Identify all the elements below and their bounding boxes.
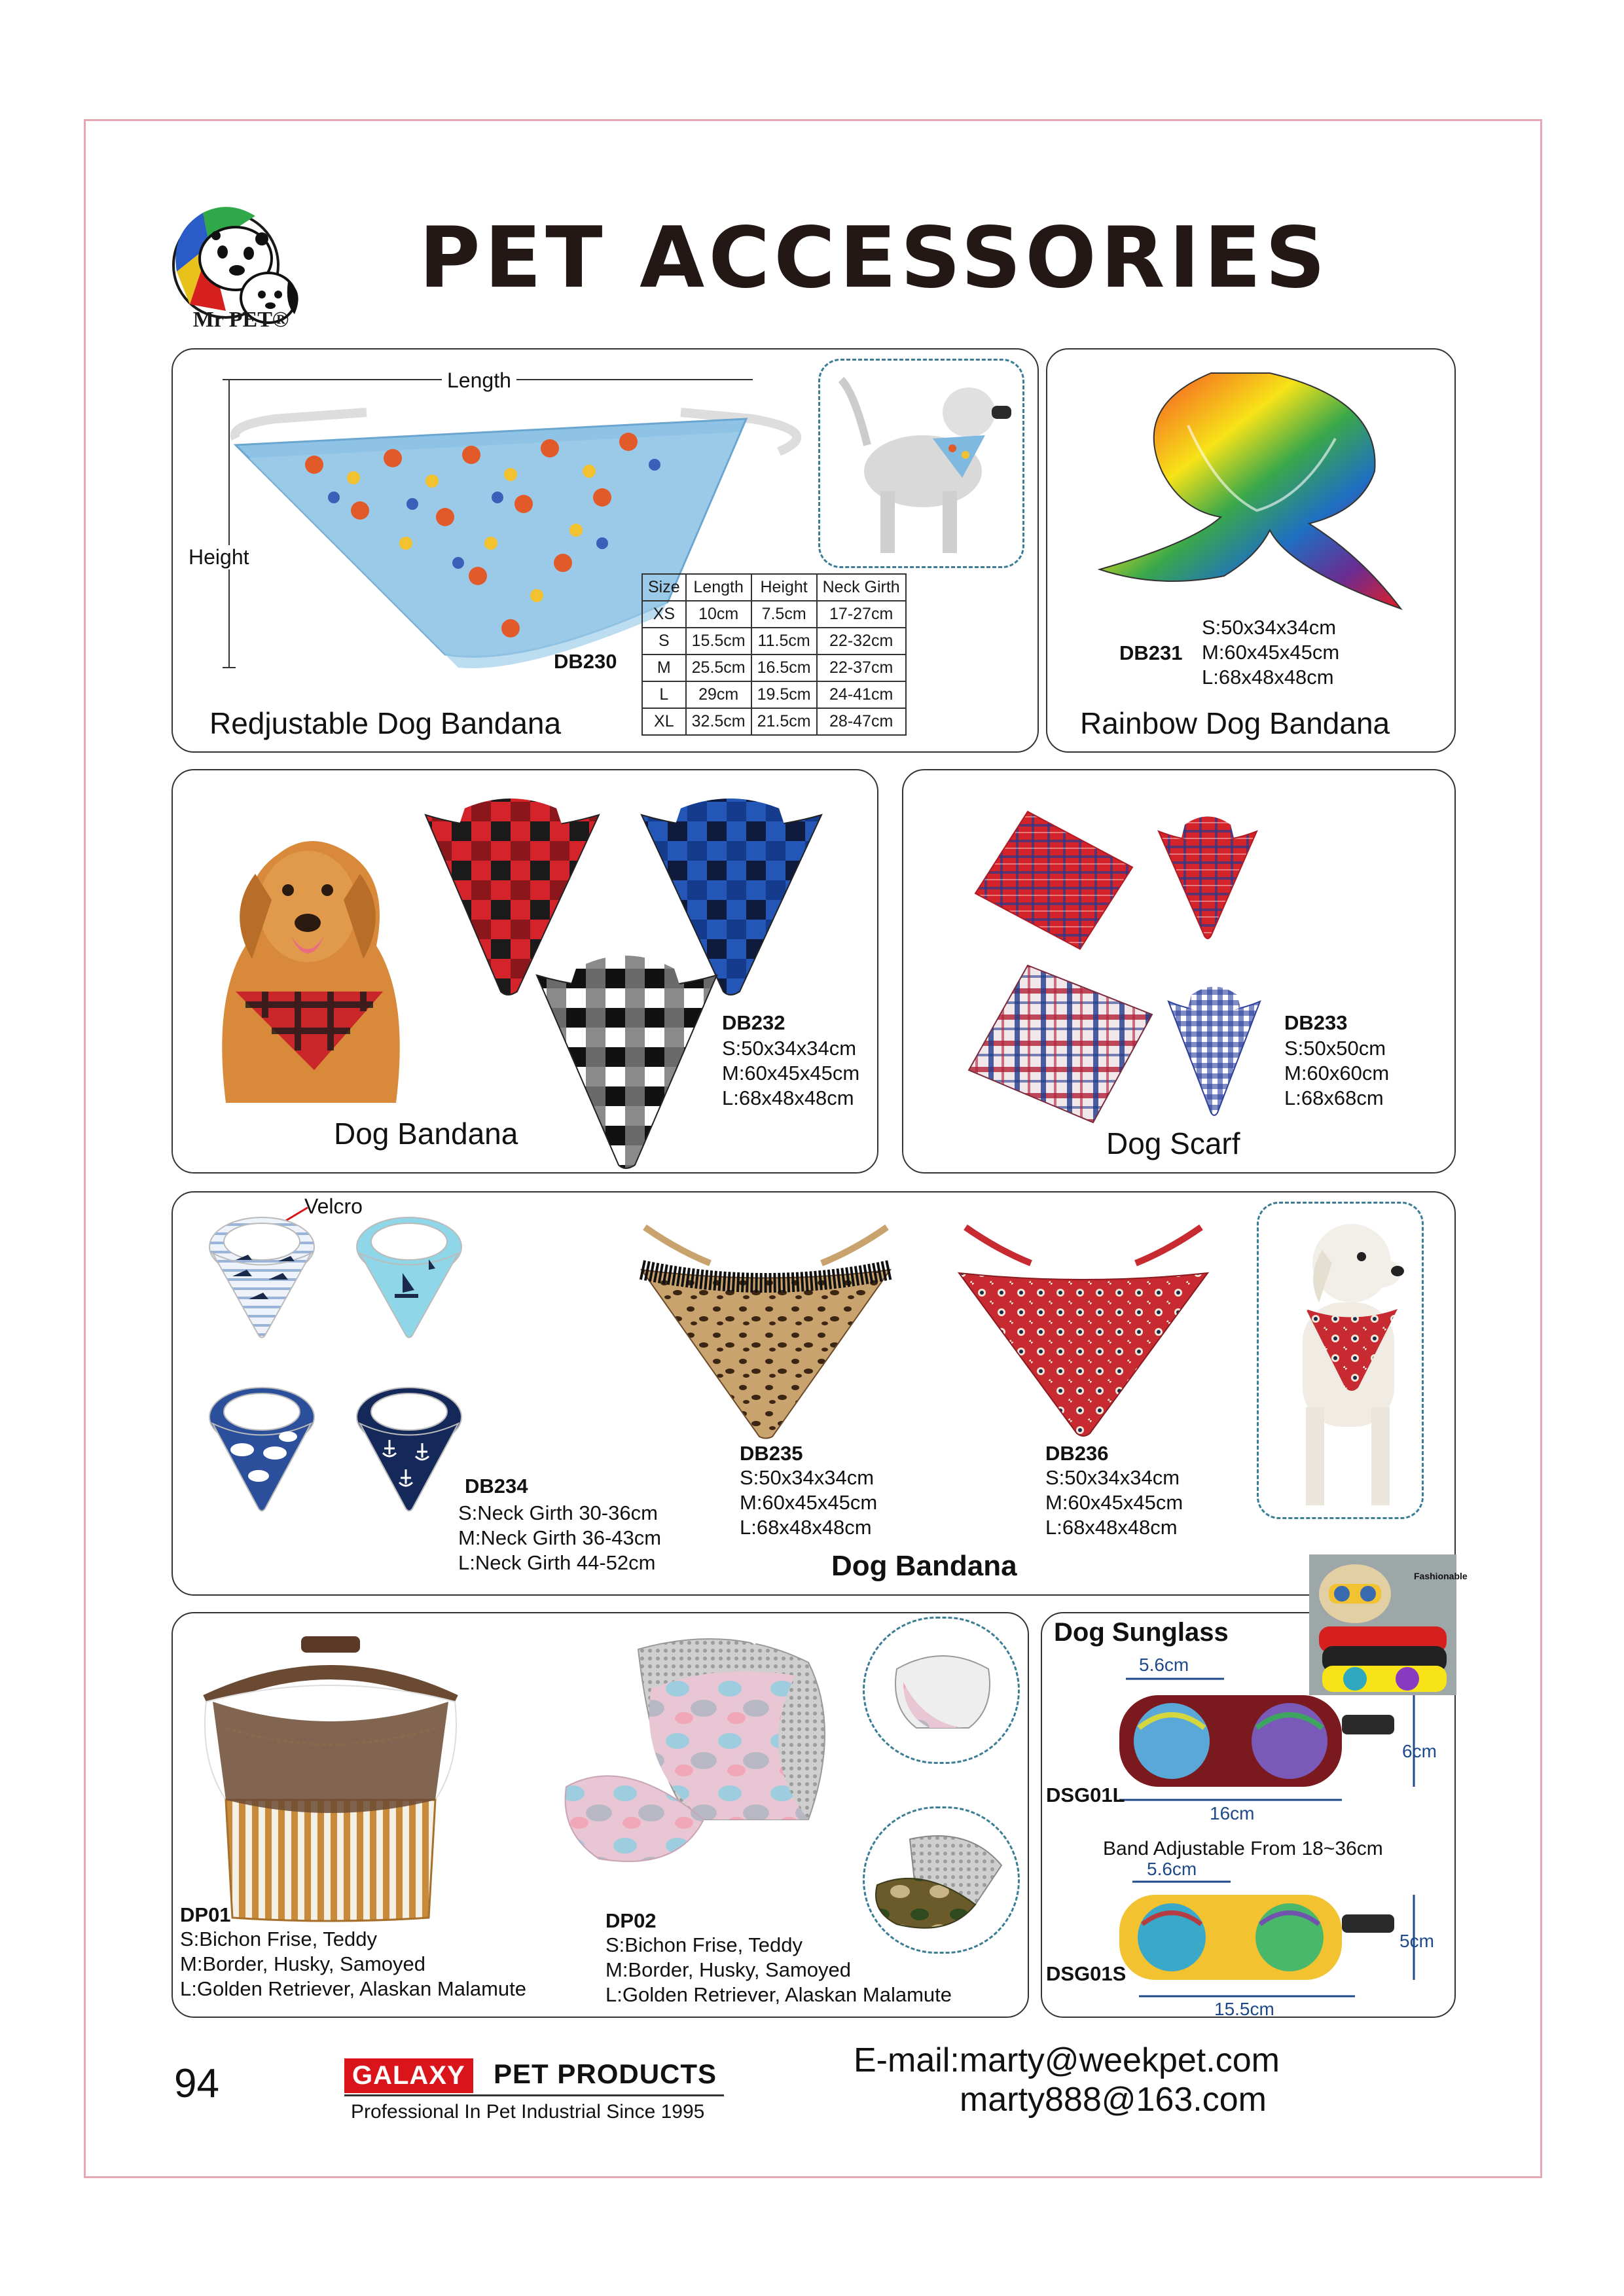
white-dog-bandana-image: [1267, 1211, 1414, 1512]
table-cell: 24-41cm: [817, 681, 906, 708]
table-cell: 19.5cm: [751, 681, 817, 708]
table-cell: 29cm: [686, 681, 751, 708]
table-row: [642, 681, 906, 708]
rainbow-bandana-image: [1074, 360, 1440, 615]
spec-db233-s: S:50x50cm: [1284, 1037, 1386, 1060]
sku-db231: DB231: [1119, 641, 1183, 664]
sku-dsg01l: DSG01L: [1046, 1784, 1125, 1806]
spec-dp02-s: S:Bichon Frise, Teddy: [605, 1933, 803, 1956]
product-name-redjustable: Redjustable Dog Bandana: [209, 706, 562, 740]
dsg01l-lens-width-label: 5.6cm: [1139, 1655, 1189, 1675]
contact-email-primary[interactable]: E-mail:marty@weekpet.com: [854, 2041, 1280, 2079]
dsg01s-width-label: 15.5cm: [1214, 1999, 1274, 2019]
dog-sunglass-title: Dog Sunglass: [1054, 1618, 1229, 1647]
dsg01l-height-label: 6cm: [1402, 1741, 1437, 1761]
anchor-bib-bandana-image: [344, 1384, 475, 1515]
table-cell: 25.5cm: [686, 655, 751, 681]
sku-db234: DB234: [465, 1475, 528, 1498]
table-cell: 17-27cm: [817, 601, 906, 628]
table-cell: 15.5cm: [686, 628, 751, 655]
camo-cap-side-detail-image: [877, 1643, 1008, 1741]
black-white-plaid-bandana-image: [527, 929, 727, 1172]
product-name-dog-bandana-velcro: Dog Bandana: [831, 1550, 1017, 1582]
spec-db234-l: L:Neck Girth 44-52cm: [458, 1551, 656, 1574]
sku-dp02: DP02: [605, 1909, 657, 1932]
company-tagline: Professional In Pet Industrial Since 1995: [351, 2101, 705, 2123]
leopard-feather-bandana-image: [632, 1224, 900, 1440]
size-table-header: [642, 574, 906, 601]
large-sunglass-image: [1106, 1676, 1427, 1806]
spec-db235-l: L:68x48x48cm: [740, 1516, 872, 1539]
red-scarf-folded-image: [1152, 798, 1263, 942]
spec-db235-s: S:50x34x34cm: [740, 1466, 875, 1489]
red-pattern-bandana-image: [952, 1224, 1214, 1440]
contact-email-secondary[interactable]: marty888@163.com: [960, 2081, 1267, 2119]
company-logo-highlight: GALAXY: [344, 2058, 473, 2093]
table-cell: S: [642, 628, 686, 655]
sku-db235: DB235: [740, 1442, 803, 1465]
table-row: [642, 708, 906, 735]
table-cell: XS: [642, 601, 686, 628]
table-cell: 16.5cm: [751, 655, 817, 681]
green-camo-cap-detail-image: [871, 1826, 1015, 1937]
table-header-cell: Length: [686, 574, 751, 601]
table-row: [642, 655, 906, 681]
spec-dp02-l: L:Golden Retriever, Alaskan Malamute: [605, 1983, 952, 2006]
sku-dp01: DP01: [180, 1903, 231, 1926]
product-name-dog-scarf: Dog Scarf: [1106, 1126, 1240, 1160]
spec-db232-l: L:68x48x48cm: [722, 1086, 854, 1109]
company-divider: [344, 2094, 724, 2096]
golden-retriever-bandana-image: [200, 802, 416, 1103]
dsg01s-lens-width-label: 5.6cm: [1147, 1859, 1197, 1879]
multicolor-plaid-scarf-image: [962, 962, 1159, 1126]
spec-db232-m: M:60x45x45cm: [722, 1062, 860, 1085]
spec-db234-m: M:Neck Girth 36-43cm: [458, 1526, 662, 1549]
table-header-cell: Height: [751, 574, 817, 601]
table-cell: 32.5cm: [686, 708, 751, 735]
dsg01s-height-label: 5cm: [1399, 1931, 1434, 1951]
sku-db236: DB236: [1045, 1442, 1109, 1465]
table-cell: 11.5cm: [751, 628, 817, 655]
spec-db236-s: S:50x34x34cm: [1045, 1466, 1180, 1489]
spec-dp02-m: M:Border, Husky, Samoyed: [605, 1958, 852, 1981]
spec-dp01-l: L:Golden Retriever, Alaskan Malamute: [180, 1977, 526, 2000]
table-cell: 22-37cm: [817, 655, 906, 681]
band-adjustable-note: Band Adjustable From 18~36cm: [1103, 1838, 1383, 1859]
dog-model-bandana-image: [828, 367, 1018, 563]
page-title: PET ACCESSORIES: [419, 209, 1329, 307]
spec-db231-m: M:60x45x45cm: [1202, 641, 1340, 664]
table-row: [642, 601, 906, 628]
table-cell: 21.5cm: [751, 708, 817, 735]
product-name-rainbow: Rainbow Dog Bandana: [1080, 706, 1390, 740]
product-name-dog-bandana-plaid: Dog Bandana: [334, 1117, 518, 1151]
fashionable-label: Fashionable: [1414, 1571, 1468, 1581]
spec-db231-l: L:68x48x48cm: [1202, 666, 1334, 689]
logo-text: Mr PET®: [192, 308, 289, 332]
table-row: [642, 628, 906, 655]
striped-cap-dp01-image: [187, 1630, 475, 1924]
spec-dp01-m: M:Border, Husky, Samoyed: [180, 1952, 426, 1975]
spec-db234-s: S:Neck Girth 30-36cm: [458, 1501, 658, 1524]
small-sunglass-image: [1106, 1878, 1427, 2003]
spec-db236-l: L:68x48x48cm: [1045, 1516, 1178, 1539]
dsg01l-width-label: 16cm: [1210, 1803, 1255, 1823]
table-cell: M: [642, 655, 686, 681]
sku-db232: DB232: [722, 1011, 785, 1034]
table-header-cell: Neck Girth: [817, 574, 906, 601]
dimension-height-label: Height: [189, 545, 249, 569]
spec-db232-s: S:50x34x34cm: [722, 1037, 857, 1060]
table-cell: XL: [642, 708, 686, 735]
red-scarf-square-image: [969, 808, 1139, 952]
sku-dsg01s: DSG01S: [1046, 1962, 1127, 1985]
spec-db236-m: M:60x45x45cm: [1045, 1491, 1183, 1514]
shark-bib-bandana-image: [196, 1214, 327, 1342]
table-header-cell: Size: [642, 574, 686, 601]
company-name: PET PRODUCTS: [494, 2058, 717, 2089]
page-number: 94: [174, 2061, 219, 2106]
sailboat-bib-bandana-image: [344, 1214, 475, 1342]
velcro-label: Velcro: [304, 1194, 363, 1218]
spec-db233-m: M:60x60cm: [1284, 1062, 1390, 1085]
dimension-length-label: Length: [442, 368, 516, 393]
sku-db230: DB230: [554, 650, 617, 673]
size-table: [641, 573, 907, 736]
whale-bib-bandana-image: [196, 1384, 327, 1515]
spec-db235-m: M:60x45x45cm: [740, 1491, 878, 1514]
spec-db233-l: L:68x68cm: [1284, 1086, 1384, 1109]
blue-gingham-scarf-image: [1165, 969, 1263, 1119]
spec-db231-s: S:50x34x34cm: [1202, 616, 1337, 639]
sku-db233: DB233: [1284, 1011, 1348, 1034]
table-cell: 28-47cm: [817, 708, 906, 735]
table-cell: 22-32cm: [817, 628, 906, 655]
table-cell: 10cm: [686, 601, 751, 628]
table-cell: 7.5cm: [751, 601, 817, 628]
spec-dp01-s: S:Bichon Frise, Teddy: [180, 1928, 377, 1950]
camo-mesh-cap-dp02-image: [560, 1623, 867, 1898]
table-cell: L: [642, 681, 686, 708]
